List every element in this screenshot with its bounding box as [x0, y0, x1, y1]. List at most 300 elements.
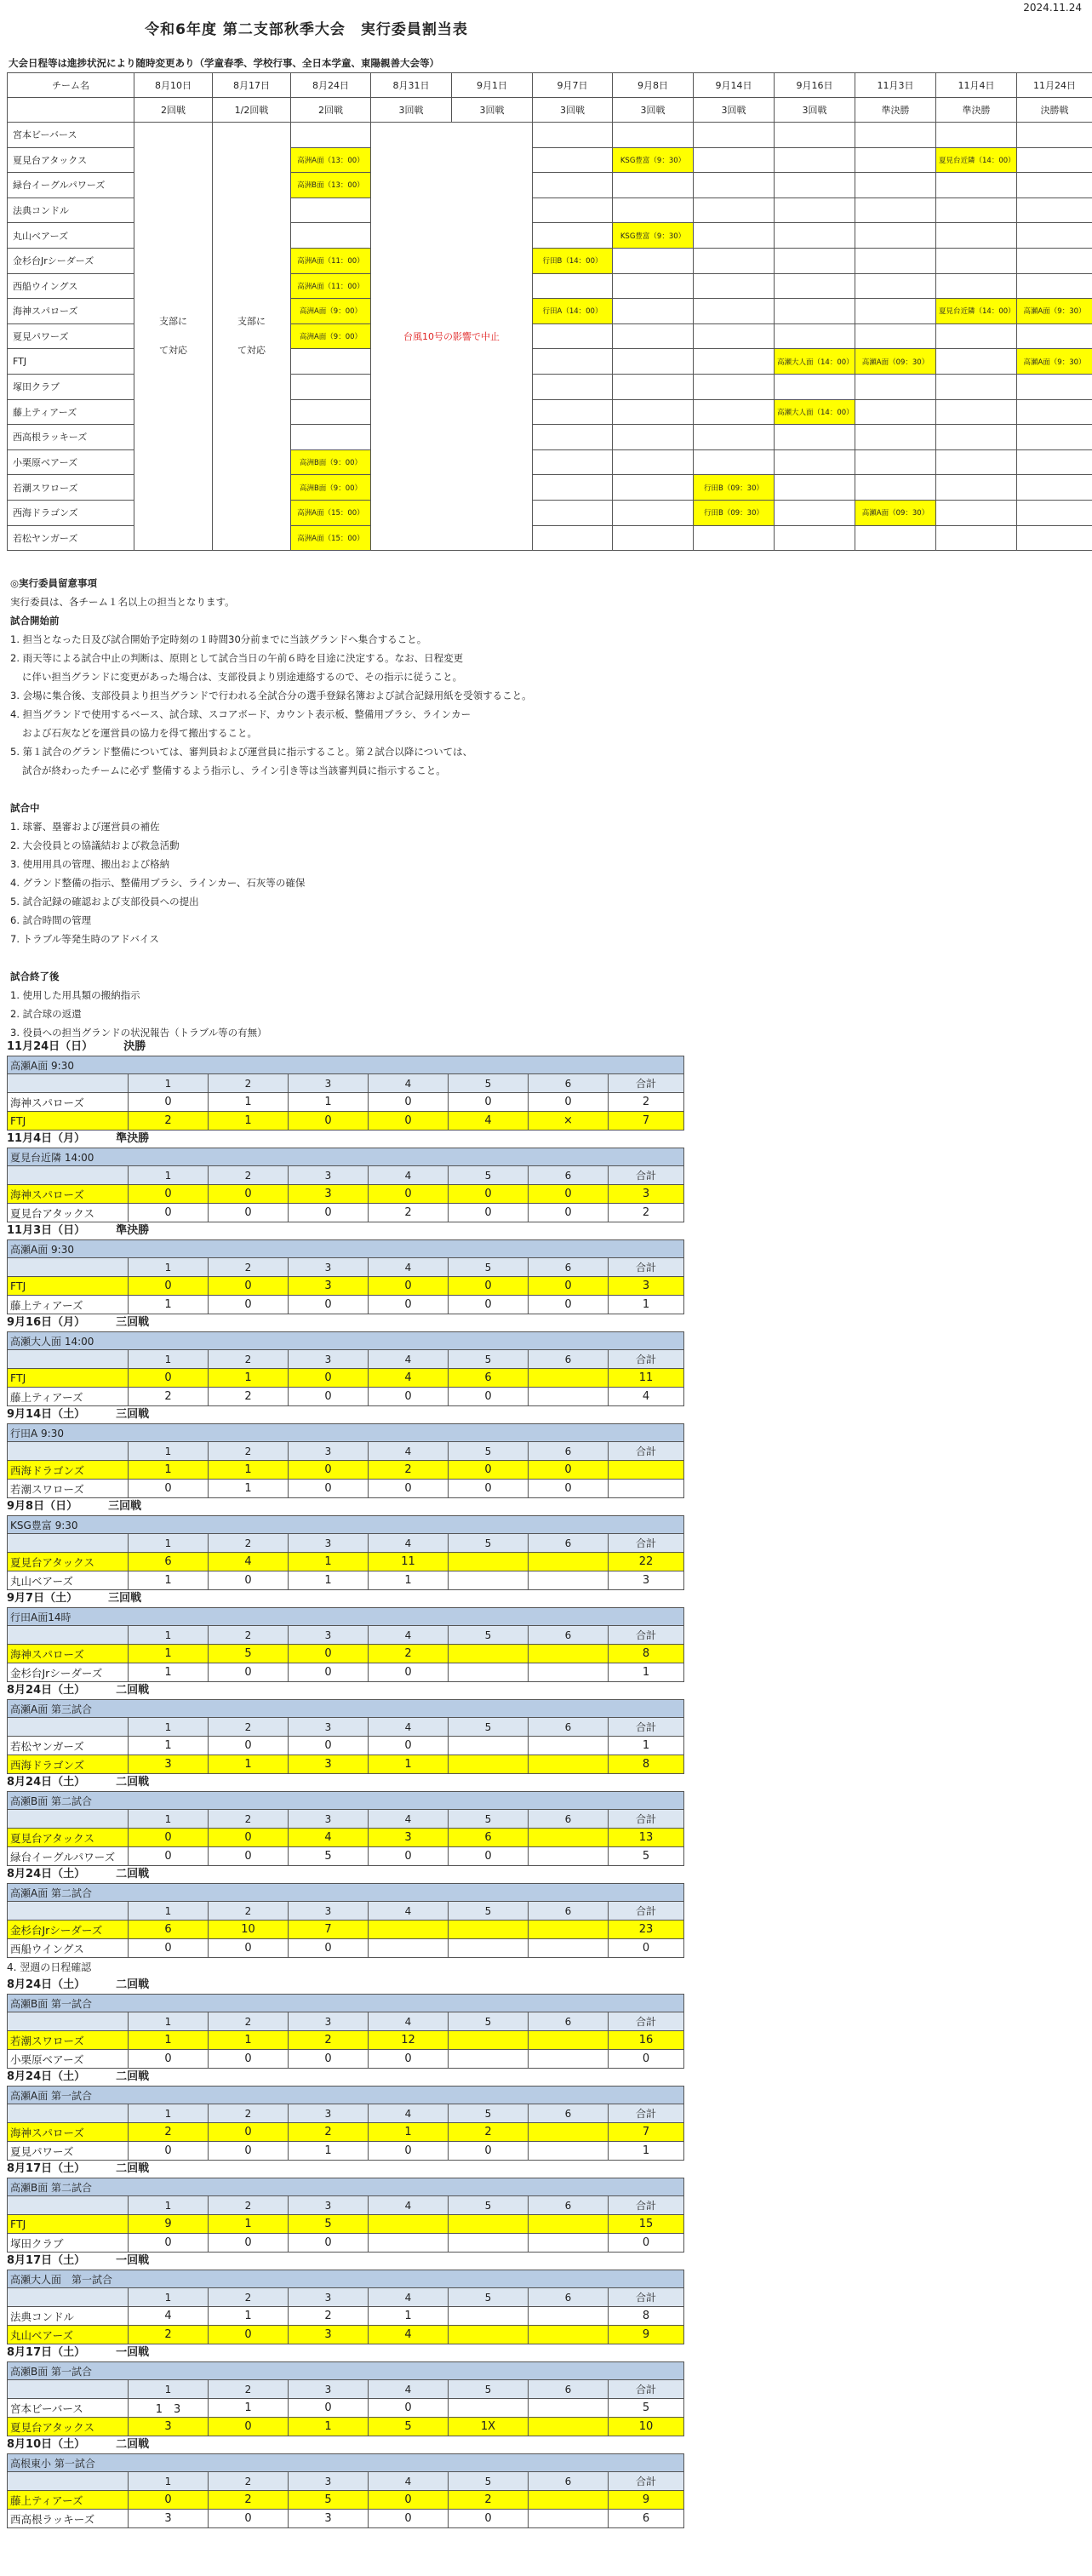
- empty-cell: [1017, 197, 1092, 223]
- game-date: 8月17日（土）: [7, 2346, 86, 2359]
- empty-cell: [775, 299, 855, 324]
- header-round: 準決勝: [855, 98, 936, 123]
- score-cell: 2: [609, 1093, 684, 1112]
- inning-header: [8, 1810, 129, 1829]
- score-cell: 1: [369, 1755, 449, 1774]
- score-cell: 10: [209, 1921, 289, 1939]
- team-name: 夏見台アタックス: [8, 1204, 129, 1222]
- score-cell: 1: [609, 1663, 684, 1682]
- score-cell: 0: [369, 1388, 449, 1406]
- inning-header: 1: [129, 1626, 209, 1645]
- game-heading: [7, 1131, 688, 1148]
- inning-header: 4: [369, 1350, 449, 1369]
- inning-header: [8, 1626, 129, 1645]
- empty-cell: [533, 223, 613, 249]
- team-name: FTJ: [8, 1369, 129, 1388]
- score-table: [7, 2361, 684, 2436]
- score-cell: 1: [209, 2215, 289, 2234]
- score-cell: 2: [449, 2491, 529, 2510]
- inning-header-row: [8, 2196, 684, 2215]
- score-cell: 0: [129, 1939, 209, 1958]
- inning-header: 合計: [609, 2288, 684, 2307]
- score-cell: 0: [529, 1185, 609, 1204]
- empty-cell: [694, 147, 775, 173]
- score-cell: 3: [289, 1277, 369, 1296]
- empty-cell: [1017, 374, 1092, 399]
- venue-label: 高瀬大人面 第一試合: [8, 2270, 684, 2288]
- venue-row: [8, 1424, 684, 1442]
- game-round: 一回戦: [116, 2346, 150, 2359]
- game-date: 8月17日（土）: [7, 2254, 86, 2267]
- empty-cell: [1017, 273, 1092, 299]
- score-table: [7, 2453, 684, 2528]
- empty-cell: [936, 197, 1017, 223]
- team-name: 西海ドラゴンズ: [8, 1461, 129, 1480]
- score-cell: 1: [289, 2418, 369, 2436]
- inning-header: 1: [129, 2472, 209, 2491]
- assignment-cell: 夏見台近隣（14：00）: [936, 147, 1017, 173]
- score-cell: 9: [129, 2215, 209, 2234]
- assignment-cell: 行田B（09：30）: [694, 475, 775, 501]
- inning-header: 1: [129, 1902, 209, 1921]
- empty-cell: [775, 248, 855, 273]
- inning-header: 1: [129, 1534, 209, 1553]
- venue-row: [8, 1056, 684, 1074]
- inning-header: 6: [529, 1810, 609, 1829]
- team-name: 西船ウイングス: [8, 273, 134, 299]
- score-cell: 0: [449, 1480, 529, 1498]
- game-heading: [7, 1222, 688, 1239]
- score-cell: 0: [529, 1093, 609, 1112]
- score-cell: [449, 2050, 529, 2069]
- header-round: 準決勝: [936, 98, 1017, 123]
- score-cell: 0: [369, 2491, 449, 2510]
- team-name: 夏見台アタックス: [8, 147, 134, 173]
- inning-header: 5: [449, 1902, 529, 1921]
- game-round: 二回戦: [116, 2438, 150, 2451]
- score-row: [8, 2307, 684, 2326]
- empty-cell: [291, 197, 371, 223]
- inning-header: 3: [289, 2380, 369, 2399]
- inning-header: 4: [369, 2472, 449, 2491]
- plain-note: 4. 翌週の日程確認: [7, 1961, 92, 1973]
- inning-header-row: [8, 1902, 684, 1921]
- score-cell: 15: [609, 2215, 684, 2234]
- inning-header: 6: [529, 1902, 609, 1921]
- score-row: [8, 1204, 684, 1222]
- score-cell: [529, 2510, 609, 2528]
- game-heading: [7, 2344, 688, 2361]
- score-cell: 0: [449, 2510, 529, 2528]
- score-cell: [609, 1480, 684, 1498]
- team-name: FTJ: [8, 1112, 129, 1131]
- score-cell: 4: [369, 1369, 449, 1388]
- score-cell: [529, 1939, 609, 1958]
- inning-header-row: [8, 1534, 684, 1553]
- score-cell: 1: [129, 1571, 209, 1590]
- assignment-cell: 高洲A面（9：00）: [291, 299, 371, 324]
- empty-cell: [775, 475, 855, 501]
- empty-cell: [533, 323, 613, 349]
- score-cell: 3: [609, 1277, 684, 1296]
- score-cell: 1: [209, 1369, 289, 1388]
- venue-row: [8, 2454, 684, 2472]
- game-heading: [7, 1314, 688, 1331]
- score-cell: 0: [209, 1296, 289, 1314]
- score-cell: 22: [609, 1553, 684, 1571]
- score-cell: 5: [289, 1847, 369, 1866]
- empty-cell: [613, 173, 694, 198]
- score-cell: 11: [369, 1553, 449, 1571]
- empty-cell: [775, 323, 855, 349]
- game-date: 8月24日（土）: [7, 2070, 86, 2083]
- notes-line: 4. グランド整備の指示、整備用ブラシ、ラインカー、石灰等の確保: [10, 877, 306, 889]
- assignment-cell: 高瀬A面（9：30）: [1017, 299, 1092, 324]
- empty-cell: [1017, 475, 1092, 501]
- score-cell: 1: [209, 1461, 289, 1480]
- venue-row: [8, 2178, 684, 2196]
- score-cell: 0: [209, 2418, 289, 2436]
- venue-row: [8, 1332, 684, 1350]
- inning-header: 2: [209, 2104, 289, 2123]
- score-cell: 0: [449, 1461, 529, 1480]
- team-name: 夏見パワーズ: [8, 323, 134, 349]
- score-cell: 0: [129, 1093, 209, 1112]
- inning-header: 1: [129, 2104, 209, 2123]
- score-cell: 1: [209, 1755, 289, 1774]
- empty-cell: [613, 449, 694, 475]
- document-date: 2024.11.24: [1023, 2, 1082, 14]
- score-cell: 0: [529, 1277, 609, 1296]
- empty-cell: [1017, 449, 1092, 475]
- score-cell: 0: [209, 2234, 289, 2253]
- score-table: [7, 1994, 684, 2069]
- score-cell: 5: [609, 1847, 684, 1866]
- score-table: [7, 1148, 684, 1222]
- empty-cell: [533, 399, 613, 425]
- empty-cell: [855, 525, 936, 551]
- score-cell: [369, 2215, 449, 2234]
- empty-cell: [533, 173, 613, 198]
- score-cell: 1: [369, 2123, 449, 2142]
- score-cell: [369, 1939, 449, 1958]
- empty-cell: [775, 374, 855, 399]
- score-row: [8, 2491, 684, 2510]
- header-date: 9月8日: [613, 73, 694, 98]
- team-name: 夏見台アタックス: [8, 2418, 129, 2436]
- score-cell: 8: [609, 1755, 684, 1774]
- inning-header: 2: [209, 2380, 289, 2399]
- score-cell: 0: [289, 1369, 369, 1388]
- score-cell: 0: [289, 1204, 369, 1222]
- score-table: [7, 1607, 684, 1682]
- empty-cell: [936, 223, 1017, 249]
- header-date: 9月14日: [694, 73, 775, 98]
- empty-cell: [936, 173, 1017, 198]
- empty-cell: [855, 248, 936, 273]
- game-round: 三回戦: [116, 1408, 150, 1421]
- vertical-label: 支部にて対応: [159, 316, 187, 357]
- empty-cell: [775, 223, 855, 249]
- score-cell: 0: [209, 2142, 289, 2161]
- empty-cell: [613, 299, 694, 324]
- empty-cell: [936, 349, 1017, 375]
- score-cell: [449, 2031, 529, 2050]
- notes-line: 2. 大会役員との協議結および救急活動: [10, 839, 180, 851]
- score-cell: 0: [209, 1939, 289, 1958]
- header-round: 3回戦: [775, 98, 855, 123]
- score-cell: 1: [129, 1737, 209, 1755]
- score-cell: 2: [369, 1461, 449, 1480]
- score-cell: 2: [129, 1112, 209, 1131]
- score-row: [8, 1480, 684, 1498]
- header-round: 3回戦: [371, 98, 452, 123]
- score-cell: 5: [369, 2418, 449, 2436]
- assignment-cell: 高瀬A面（09：30）: [855, 500, 936, 525]
- inning-header: 合計: [609, 2380, 684, 2399]
- empty-cell: [1017, 399, 1092, 425]
- inning-header: 4: [369, 2012, 449, 2031]
- score-cell: 0: [209, 2510, 289, 2528]
- score-cell: 1: [209, 2307, 289, 2326]
- inning-header: 合計: [609, 2104, 684, 2123]
- score-table: [7, 1699, 684, 1774]
- inning-header: 6: [529, 2196, 609, 2215]
- empty-cell: [855, 173, 936, 198]
- empty-cell: [694, 273, 775, 299]
- inning-header: 6: [529, 1442, 609, 1461]
- notes-line: 3. 会場に集合後、支部役員より担当グランドで行われる全試合分の選手登録名簿および試合記録用紙を受領すること。: [10, 690, 532, 701]
- score-cell: 2: [209, 1388, 289, 1406]
- empty-cell: [855, 147, 936, 173]
- empty-cell: [1017, 123, 1092, 148]
- header-date: 8月31日: [371, 73, 452, 98]
- empty-cell: [613, 500, 694, 525]
- assignment-cell: 行田B（14：00）: [533, 248, 613, 273]
- score-cell: 0: [129, 1369, 209, 1388]
- inning-header: 4: [369, 1810, 449, 1829]
- score-cell: 1: [209, 2399, 289, 2418]
- game-date: 9月7日（土）: [7, 1592, 78, 1605]
- header-date: 8月17日: [213, 73, 291, 98]
- score-cell: 0: [449, 1093, 529, 1112]
- score-cell: 1X: [449, 2418, 529, 2436]
- empty-cell: [775, 449, 855, 475]
- score-row: [8, 1847, 684, 1866]
- venue-row: [8, 1884, 684, 1902]
- inning-header: 3: [289, 1902, 369, 1921]
- empty-cell: [936, 525, 1017, 551]
- inning-header-row: [8, 1626, 684, 1645]
- game-date: 8月17日（土）: [7, 2162, 86, 2175]
- inning-header: 合計: [609, 1810, 684, 1829]
- inning-header: 合計: [609, 2472, 684, 2491]
- inning-header: 合計: [609, 1074, 684, 1093]
- inning-header: 2: [209, 1534, 289, 1553]
- inning-header: 1: [129, 1810, 209, 1829]
- game-round: 二回戦: [116, 1978, 150, 1991]
- empty-cell: [291, 223, 371, 249]
- assignment-cell: 高瀬A面（09：30）: [855, 349, 936, 375]
- inning-header: 2: [209, 2288, 289, 2307]
- score-cell: 0: [209, 1663, 289, 1682]
- empty-cell: [775, 273, 855, 299]
- score-cell: [529, 2215, 609, 2234]
- empty-cell: [694, 123, 775, 148]
- score-cell: 0: [369, 2050, 449, 2069]
- score-cell: 1: [129, 1461, 209, 1480]
- team-name: 塚田クラブ: [8, 374, 134, 399]
- score-cell: 0: [369, 1480, 449, 1498]
- team-name: 宮本ビーバース: [8, 123, 134, 148]
- empty-cell: [533, 349, 613, 375]
- empty-cell: [775, 197, 855, 223]
- empty-cell: [775, 425, 855, 450]
- team-name: 若松ヤンガーズ: [8, 1737, 129, 1755]
- empty-cell: [775, 173, 855, 198]
- score-cell: [449, 2307, 529, 2326]
- game-round: 決勝: [123, 1040, 146, 1053]
- inning-header: 6: [529, 2472, 609, 2491]
- score-cell: 0: [449, 1847, 529, 1866]
- team-name: 夏見台アタックス: [8, 1829, 129, 1847]
- score-cell: 7: [609, 1112, 684, 1131]
- score-cell: 0: [129, 2491, 209, 2510]
- score-cell: [449, 1737, 529, 1755]
- inning-header: 4: [369, 2196, 449, 2215]
- inning-header: 合計: [609, 1166, 684, 1185]
- team-name: 若潮スワローズ: [8, 475, 134, 501]
- branch-handled-text: [134, 123, 213, 551]
- game-heading: [7, 1774, 688, 1791]
- header-date: 11月3日: [855, 73, 936, 98]
- score-cell: [529, 2123, 609, 2142]
- score-row: [8, 1296, 684, 1314]
- inning-header: 5: [449, 1534, 529, 1553]
- inning-header: 6: [529, 2104, 609, 2123]
- score-table: [7, 2178, 684, 2253]
- inning-header-row: [8, 1718, 684, 1737]
- assignment-cell: 高洲A面（15：00）: [291, 500, 371, 525]
- inning-header: 6: [529, 1350, 609, 1369]
- score-cell: [609, 1461, 684, 1480]
- inning-header: [8, 1718, 129, 1737]
- inning-header: 3: [289, 2196, 369, 2215]
- branch-handled-text: [213, 123, 291, 551]
- inning-header-row: [8, 1258, 684, 1277]
- empty-cell: [533, 475, 613, 501]
- team-name: 海神スパローズ: [8, 1185, 129, 1204]
- score-cell: [449, 1553, 529, 1571]
- inning-header: 4: [369, 1166, 449, 1185]
- score-cell: 6: [449, 1829, 529, 1847]
- empty-cell: [694, 449, 775, 475]
- inning-header: 4: [369, 1258, 449, 1277]
- score-row: [8, 1093, 684, 1112]
- game-round: 準決勝: [116, 1132, 150, 1145]
- score-cell: 3: [609, 1571, 684, 1590]
- inning-header: 2: [209, 1258, 289, 1277]
- team-name: 丸山ベアーズ: [8, 1571, 129, 1590]
- assignment-cell: 高瀬大人面（14：00）: [775, 399, 855, 425]
- score-cell: 0: [209, 1204, 289, 1222]
- empty-cell: [613, 374, 694, 399]
- empty-cell: [936, 273, 1017, 299]
- inning-header: [8, 1166, 129, 1185]
- score-cell: 10: [609, 2418, 684, 2436]
- score-cell: 0: [529, 1461, 609, 1480]
- score-cell: 0: [129, 1829, 209, 1847]
- empty-cell: [694, 399, 775, 425]
- score-cell: [529, 2031, 609, 2050]
- results-section: [7, 1039, 688, 2528]
- header-date: 8月10日: [134, 73, 213, 98]
- inning-header: 5: [449, 1626, 529, 1645]
- inning-header: [8, 1350, 129, 1369]
- venue-label: 高瀬A面 第一試合: [8, 2087, 684, 2104]
- empty-cell: [533, 147, 613, 173]
- header-date: 8月24日: [291, 73, 371, 98]
- score-cell: 0: [369, 1296, 449, 1314]
- score-cell: 4: [289, 1829, 369, 1847]
- score-cell: 1: [609, 1737, 684, 1755]
- header-round: 決勝戦: [1017, 98, 1092, 123]
- score-cell: 0: [369, 1847, 449, 1866]
- empty-cell: [936, 449, 1017, 475]
- inning-header: 5: [449, 1718, 529, 1737]
- score-cell: 0: [449, 1185, 529, 1204]
- score-row: [8, 2215, 684, 2234]
- score-cell: [529, 1847, 609, 1866]
- inning-header: 4: [369, 2288, 449, 2307]
- team-name: 西海ドラゴンズ: [8, 500, 134, 525]
- score-cell: 0: [449, 1204, 529, 1222]
- score-cell: 1: [209, 2031, 289, 2050]
- game-round: 二回戦: [116, 1776, 150, 1789]
- score-cell: 7: [289, 1921, 369, 1939]
- team-name: 西船ウイングス: [8, 1939, 129, 1958]
- score-cell: 5: [609, 2399, 684, 2418]
- score-cell: 0: [369, 2510, 449, 2528]
- venue-row: [8, 1792, 684, 1810]
- score-cell: 0: [289, 1939, 369, 1958]
- inning-header: 3: [289, 1442, 369, 1461]
- game-heading: [7, 1498, 688, 1515]
- empty-cell: [533, 449, 613, 475]
- inning-header: 3: [289, 1350, 369, 1369]
- score-table: [7, 1056, 684, 1131]
- inning-header-row: [8, 1810, 684, 1829]
- inning-header: 6: [529, 1258, 609, 1277]
- empty-cell: [855, 425, 936, 450]
- score-cell: 0: [449, 2142, 529, 2161]
- inning-header: 3: [289, 2104, 369, 2123]
- notes-line: 3. 使用用具の管理、搬出および格納: [10, 858, 170, 870]
- score-cell: 1: [209, 1480, 289, 1498]
- inning-header: 6: [529, 1534, 609, 1553]
- empty-cell: [1017, 500, 1092, 525]
- score-cell: 2: [289, 2031, 369, 2050]
- score-cell: 0: [209, 1737, 289, 1755]
- inning-header: 6: [529, 2012, 609, 2031]
- team-name: 海神スパローズ: [8, 1093, 129, 1112]
- venue-row: [8, 1608, 684, 1626]
- score-cell: [449, 2326, 529, 2344]
- empty-cell: [1017, 147, 1092, 173]
- inning-header: 4: [369, 1074, 449, 1093]
- assignment-cell: 高洲B面（9：00）: [291, 449, 371, 475]
- score-cell: 0: [369, 1277, 449, 1296]
